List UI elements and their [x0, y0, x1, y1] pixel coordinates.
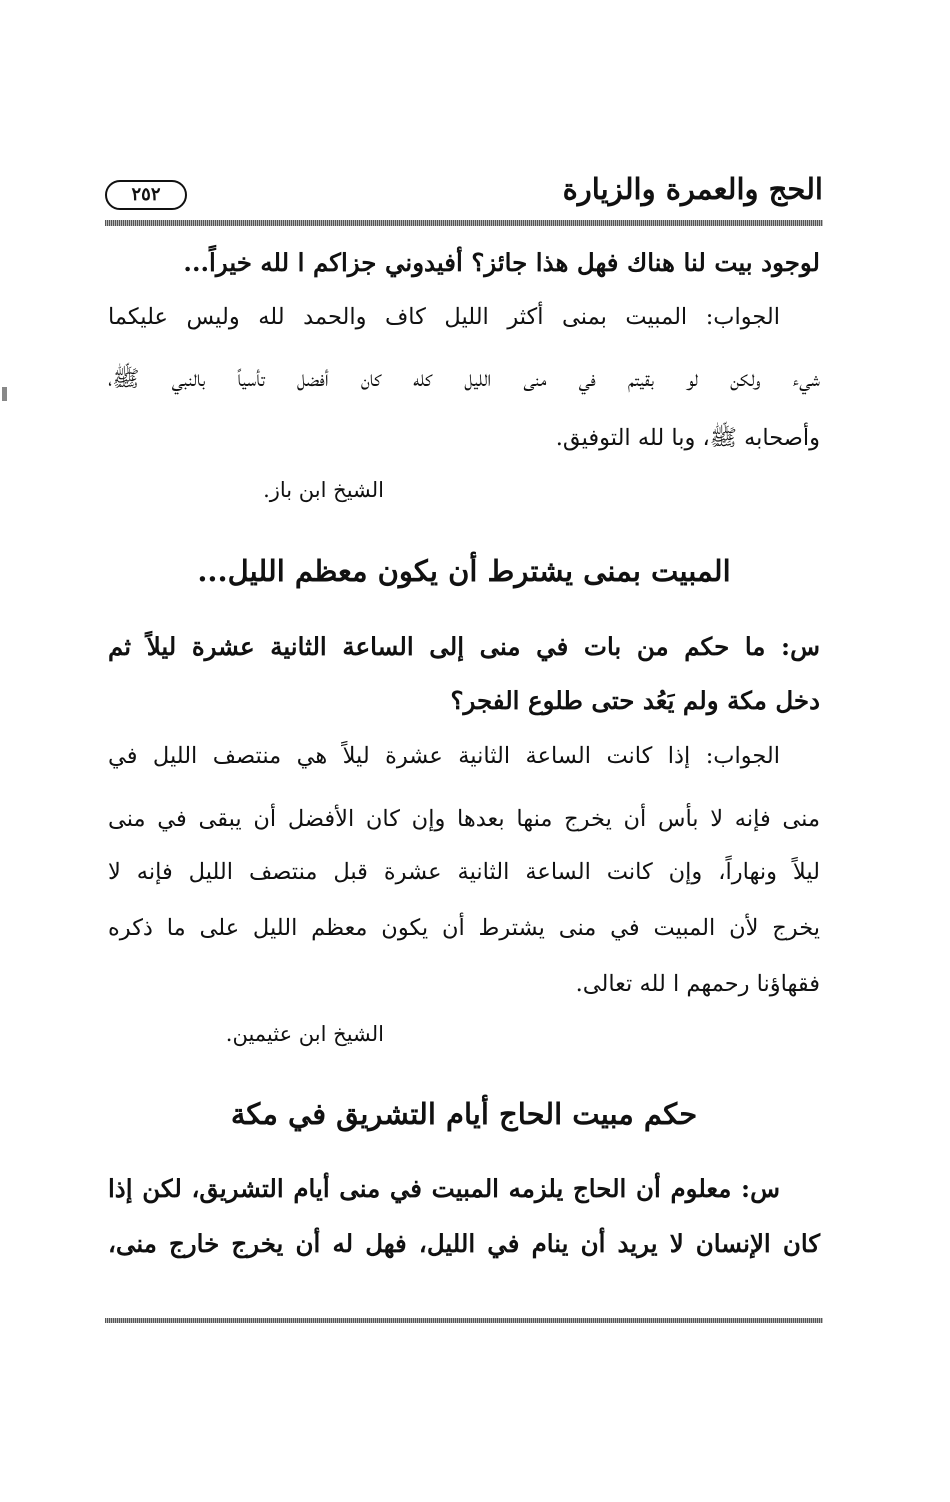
question-line: س: ما حكم من بات في منى إلى الساعة الثانية عشرة ليلاً ثم: [108, 632, 820, 661]
header-rule: [105, 220, 823, 226]
scan-edge-mark: [2, 387, 7, 401]
answer-line: وأصحابه ﷺ، وبا لله التوفيق.: [555, 425, 820, 451]
page-header: [105, 168, 823, 216]
page-number: ٢٥٢: [105, 180, 187, 210]
answer-line: شيء ولكن لو بقيتم في منى الليل كله كان أفضل تأسياً بالنبي ﷺ،: [108, 366, 820, 392]
question-line: س: معلوم أن الحاج يلزمه المبيت في منى أيام التشريق، لكن إذا: [108, 1174, 780, 1203]
answer-line: الجواب: المبيت بمنى أكثر الليل كاف والحمد لله وليس عليكما: [108, 304, 780, 330]
footer-rule: [105, 1318, 823, 1323]
answer-line: فقهاؤنا رحمهم ا لله تعالى.: [575, 971, 820, 997]
answer-line: منى فإنه لا بأس أن يخرج منها بعدها وإن كان الأفضل أن يبقى في منى: [108, 806, 820, 832]
signature: الشيخ ابن باز.: [263, 478, 384, 502]
question-line: كان الإنسان لا يريد أن ينام في الليل، فهل له أن يخرج خارج منى،: [108, 1229, 820, 1258]
question-line: دخل مكة ولم يَعُد حتى طلوع الفجر؟: [450, 686, 820, 715]
section-heading: المبيت بمنى يشترط أن يكون معظم الليل...: [197, 554, 731, 588]
answer-line: ليلاً ونهاراً، وإن كانت الساعة الثانية عشرة قبل منتصف الليل فإنه لا: [108, 859, 820, 885]
answer-line: الجواب: إذا كانت الساعة الثانية عشرة ليلاً هي منتصف الليل في: [108, 743, 780, 769]
running-title: الحج والعمرة والزيارة: [562, 172, 823, 206]
answer-line: يخرج لأن المبيت في منى يشترط أن يكون معظم الليل على ما ذكره: [108, 915, 820, 941]
section-heading: حكم مبيت الحاج أيام التشريق في مكة: [230, 1097, 698, 1131]
signature: الشيخ ابن عثيمين.: [225, 1022, 384, 1046]
question-tail: لوجود بيت لنا هناك فهل هذا جائز؟ أفيدوني جزاكم ا لله خيراً...: [183, 248, 820, 277]
